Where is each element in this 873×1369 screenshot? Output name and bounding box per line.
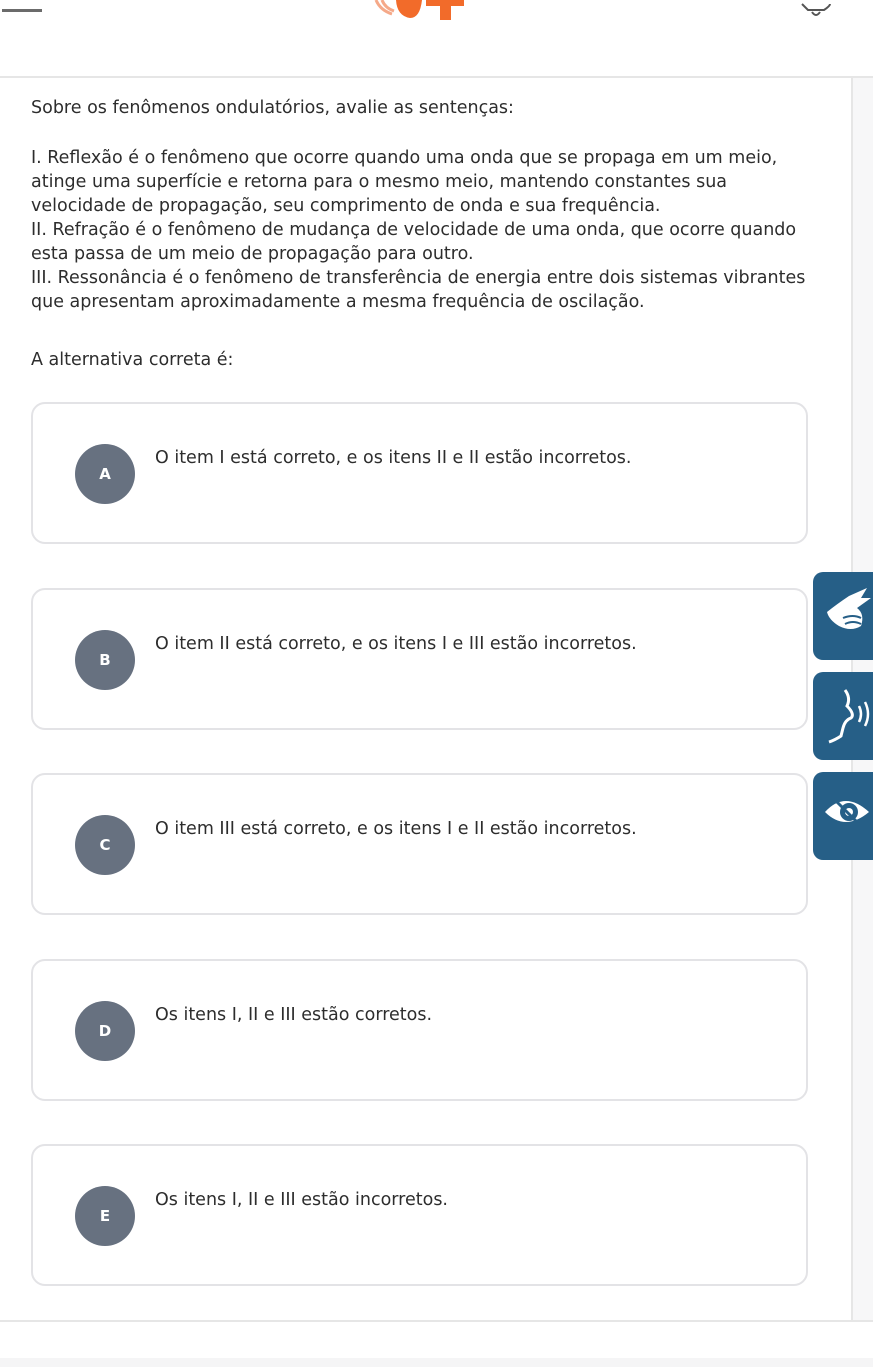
option-letter-badge: A [75,444,135,504]
speech-button[interactable] [813,672,873,760]
question-content [0,78,851,1320]
statement-item: II. Refração é o fenômeno de mudança de velocidade de uma onda, que ocorre quando esta passa de um meio de propagação para outro. [31,220,797,264]
option-letter-badge: E [75,1186,135,1246]
option-letter-badge: C [75,815,135,875]
option-d[interactable] [31,959,808,1101]
answer-prompt: A alternativa correta é: [31,350,234,370]
question-intro: Sobre os fenômenos ondulatórios, avalie as sentenças: [31,98,514,118]
option-text: O item I está correto, e os itens II e II estão incorretos. [155,448,632,468]
statement-item: III. Ressonância é o fenômeno de transferência de energia entre dois sistemas vibrantes que apresentam aproximadamente a mesma frequência de oscilação. [31,268,806,312]
sign-language-button[interactable] [813,572,873,660]
option-text: O item II está correto, e os itens I e III estão incorretos. [155,634,637,654]
option-text: O item III está correto, e os itens I e II estão incorretos. [155,819,637,839]
statement-list [31,146,811,314]
bell-icon[interactable] [796,0,836,22]
bottom-strip [0,1358,873,1367]
statement-item: I. Reflexão é o fenômeno que ocorre quando uma onda que se propaga em um meio, atinge uma superfície e retorna para o mesmo meio, mantendo constantes sua velocidade de propagação, seu comprimento de onda e sua frequência. [31,148,778,216]
option-text: Os itens I, II e III estão incorretos. [155,1190,448,1210]
low-vision-button[interactable] [813,772,873,860]
option-b[interactable] [31,588,808,730]
option-letter-badge: D [75,1001,135,1061]
hamburger-menu-icon[interactable] [0,0,44,16]
top-bar [0,0,873,78]
option-c[interactable] [31,773,808,915]
option-e[interactable] [31,1144,808,1286]
option-text: Os itens I, II e III estão corretos. [155,1005,433,1025]
app-logo [366,0,476,24]
option-letter-badge: B [75,630,135,690]
option-a[interactable] [31,402,808,544]
